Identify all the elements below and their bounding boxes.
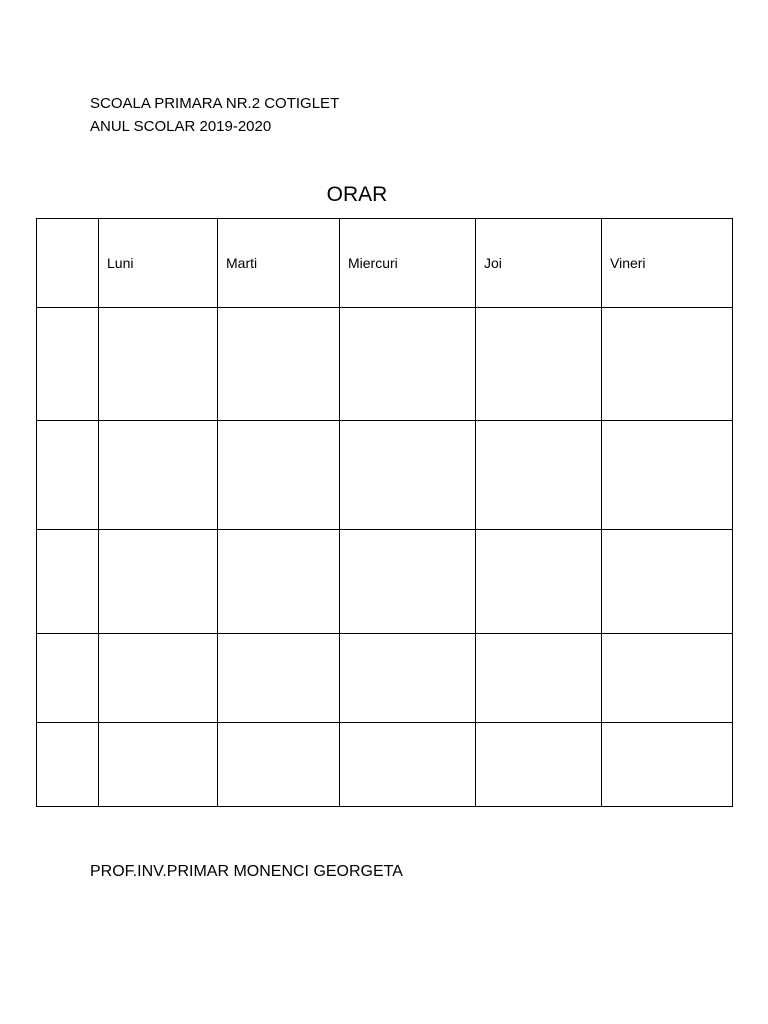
document-title: ORAR (326, 183, 388, 206)
table-cell (218, 723, 340, 807)
table-cell (602, 421, 733, 530)
table-cell (340, 308, 476, 421)
table-header-row (37, 219, 733, 308)
day-header-joi: Joi (476, 219, 602, 308)
table-cell (340, 530, 476, 634)
table-cell (602, 530, 733, 634)
day-header-miercuri: Miercuri (340, 219, 476, 308)
teacher-signature-line: PROF.INV.PRIMAR MONENCI GEORGETA (90, 863, 403, 880)
table-cell (340, 421, 476, 530)
table-row (37, 308, 733, 421)
table-cell (99, 634, 218, 723)
table-cell (602, 308, 733, 421)
table-cell (218, 421, 340, 530)
table-cell (37, 634, 99, 723)
day-header-luni: Luni (99, 219, 218, 308)
table-cell (99, 308, 218, 421)
school-year: ANUL SCOLAR 2019-2020 (90, 118, 272, 135)
table-cell (37, 308, 99, 421)
table-cell (602, 723, 733, 807)
table-cell (476, 308, 602, 421)
table-cell (476, 723, 602, 807)
schedule-table (36, 218, 733, 807)
table-cell (218, 308, 340, 421)
table-cell (218, 634, 340, 723)
table-cell (476, 634, 602, 723)
table-cell (37, 421, 99, 530)
school-name: SCOALA PRIMARA NR.2 COTIGLET (90, 95, 340, 112)
table-row (37, 530, 733, 634)
table-cell (37, 723, 99, 807)
table-row (37, 723, 733, 807)
table-row (37, 634, 733, 723)
corner-cell (37, 219, 99, 308)
table-cell (476, 421, 602, 530)
table-row (37, 421, 733, 530)
table-cell (99, 530, 218, 634)
day-header-marti: Marti (218, 219, 340, 308)
table-cell (602, 634, 733, 723)
table-cell (218, 530, 340, 634)
day-header-vineri: Vineri (602, 219, 733, 308)
table-cell (99, 723, 218, 807)
table-cell (340, 634, 476, 723)
table-cell (37, 530, 99, 634)
table-cell (476, 530, 602, 634)
table-cell (99, 421, 218, 530)
table-cell (340, 723, 476, 807)
